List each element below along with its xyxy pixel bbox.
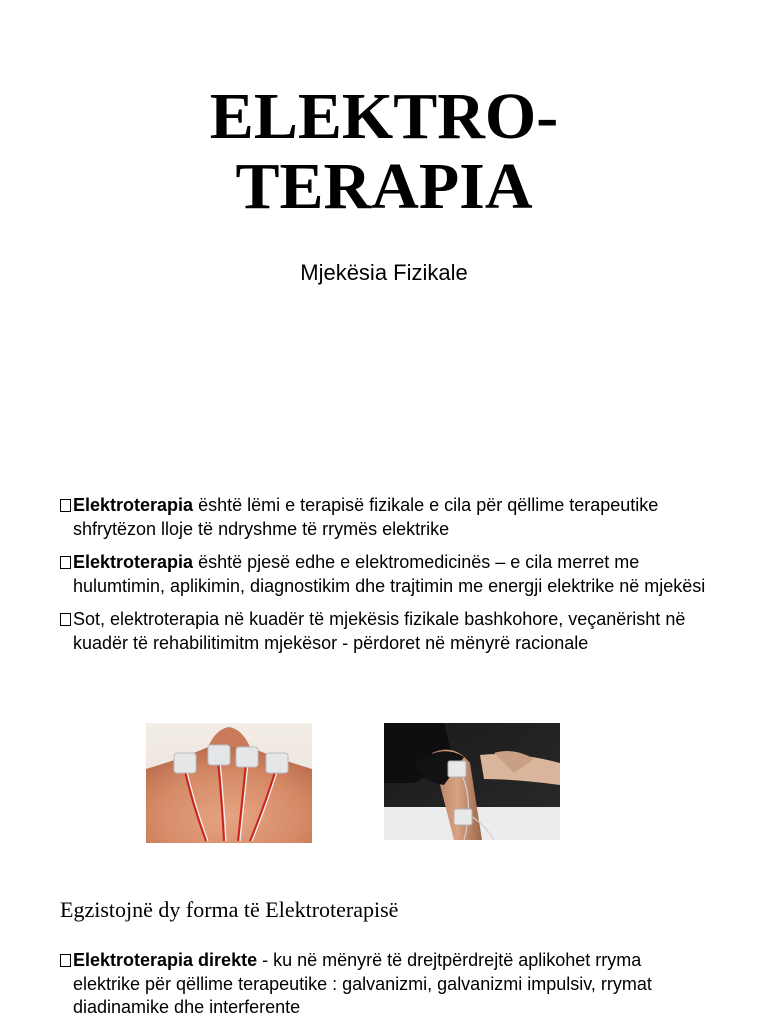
bullet-item — [60, 608, 710, 655]
checkbox-bullet-icon — [60, 613, 71, 626]
bullet-bold: Elektroterapia — [73, 495, 194, 515]
bullet-bold: Elektroterapia — [73, 552, 194, 572]
bullet-text: - ku në mënyrë të drejtpërdrejtë aplikohet rryma elektrike për qëllime terapeutike : galvanizmi, galvanizmi impulsiv, rrymat diadinamike dhe interferente — [73, 950, 652, 1017]
title-line-2: TERAPIA — [235, 150, 533, 223]
bullet-item — [60, 949, 710, 1020]
checkbox-bullet-icon — [60, 556, 71, 569]
bullet-text: Sot, elektroterapia në kuadër të mjekësis fizikale bashkohore, veçanërisht në kuadër të rehabilitimitm mjekësor - përdoret në mënyrë racionale — [73, 609, 686, 653]
bullet-item — [60, 551, 710, 598]
checkbox-bullet-icon — [60, 954, 71, 967]
bullet-text: është lëmi e terapisë fizikale e cila për qëllime terapeutike shfrytëzon lloje të ndryshme të rrymës elektrike — [73, 495, 659, 539]
section-heading: Egzistojnë dy forma të Elektroterapisë — [60, 897, 399, 922]
page-title — [0, 82, 768, 222]
checkbox-bullet-icon — [60, 499, 71, 512]
subtitle: Mjekësia Fizikale — [300, 260, 468, 285]
back-electrodes-photo — [146, 723, 312, 843]
bullet-item — [60, 494, 710, 541]
bullet-text: është pjesë edhe e elektromedicinës – e cila merret me hulumtimin, aplikimin, diagnostikim dhe trajtimin me energji elektrike në mjekësi — [73, 552, 706, 596]
title-line-1: ELEKTRO- — [209, 80, 559, 153]
bullet-list-2 — [60, 949, 710, 1030]
bullet-bold: Elektroterapia direkte — [73, 950, 258, 970]
bullet-list — [60, 494, 710, 665]
knee-electrodes-photo — [384, 723, 560, 840]
